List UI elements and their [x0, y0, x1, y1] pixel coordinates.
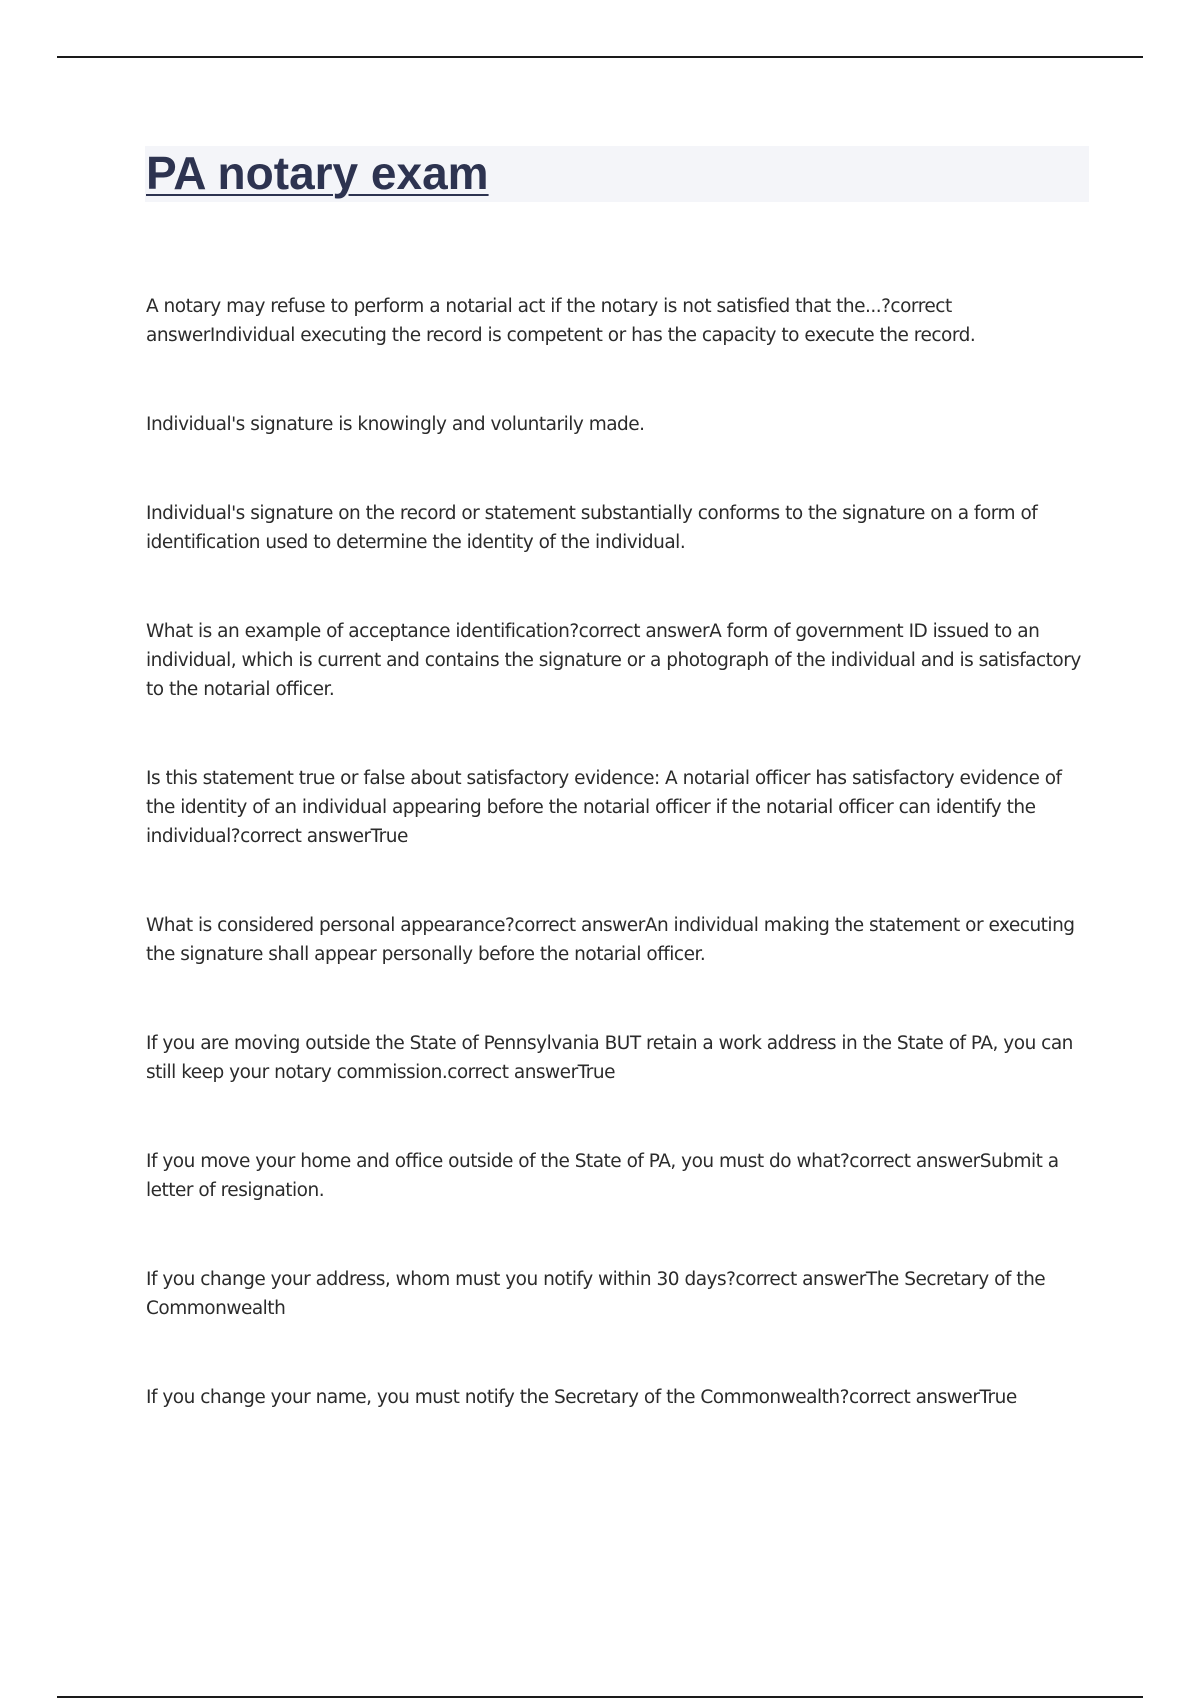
paragraph-2: Individual's signature is knowingly and voluntarily made.: [146, 414, 645, 435]
page-title: PA notary exam: [146, 147, 489, 199]
paragraph-1: A notary may refuse to perform a notarial act if the notary is not satisfied that the...?correct answerIndividual executing the record is competent or has the capacity to execute the record.: [146, 296, 976, 346]
top-rule: [57, 56, 1143, 58]
bottom-rule: [57, 1696, 1143, 1698]
paragraph-5: Is this statement true or false about satisfactory evidence: A notarial officer has satisfactory evidence of the identity of an individual appearing before the notarial officer if the notarial officer can identify the individual?correct answerTrue: [146, 768, 1062, 847]
paragraph-8: If you move your home and office outside of the State of PA, you must do what?correct answerSubmit a letter of resignation.: [146, 1151, 1059, 1201]
paragraph-9: If you change your address, whom must you notify within 30 days?correct answerThe Secretary of the Commonwealth: [146, 1269, 1046, 1319]
paragraph-7: If you are moving outside the State of Pennsylvania BUT retain a work address in the State of PA, you can still keep your notary commission.correct answerTrue: [146, 1033, 1073, 1083]
paragraph-10: If you change your name, you must notify the Secretary of the Commonwealth?correct answerTrue: [146, 1387, 1017, 1408]
paragraph-3: Individual's signature on the record or statement substantially conforms to the signature on a form of identification used to determine the identity of the individual.: [146, 503, 1038, 553]
paragraph-6: What is considered personal appearance?correct answerAn individual making the statement or executing the signature shall appear personally before the notarial officer.: [146, 915, 1075, 965]
document-body: [146, 292, 1092, 1472]
paragraph-4: What is an example of acceptance identification?correct answerA form of government ID issued to an individual, which is current and contains the signature or a photograph of the individual and is satisfactory to the notarial officer.: [146, 621, 1081, 700]
